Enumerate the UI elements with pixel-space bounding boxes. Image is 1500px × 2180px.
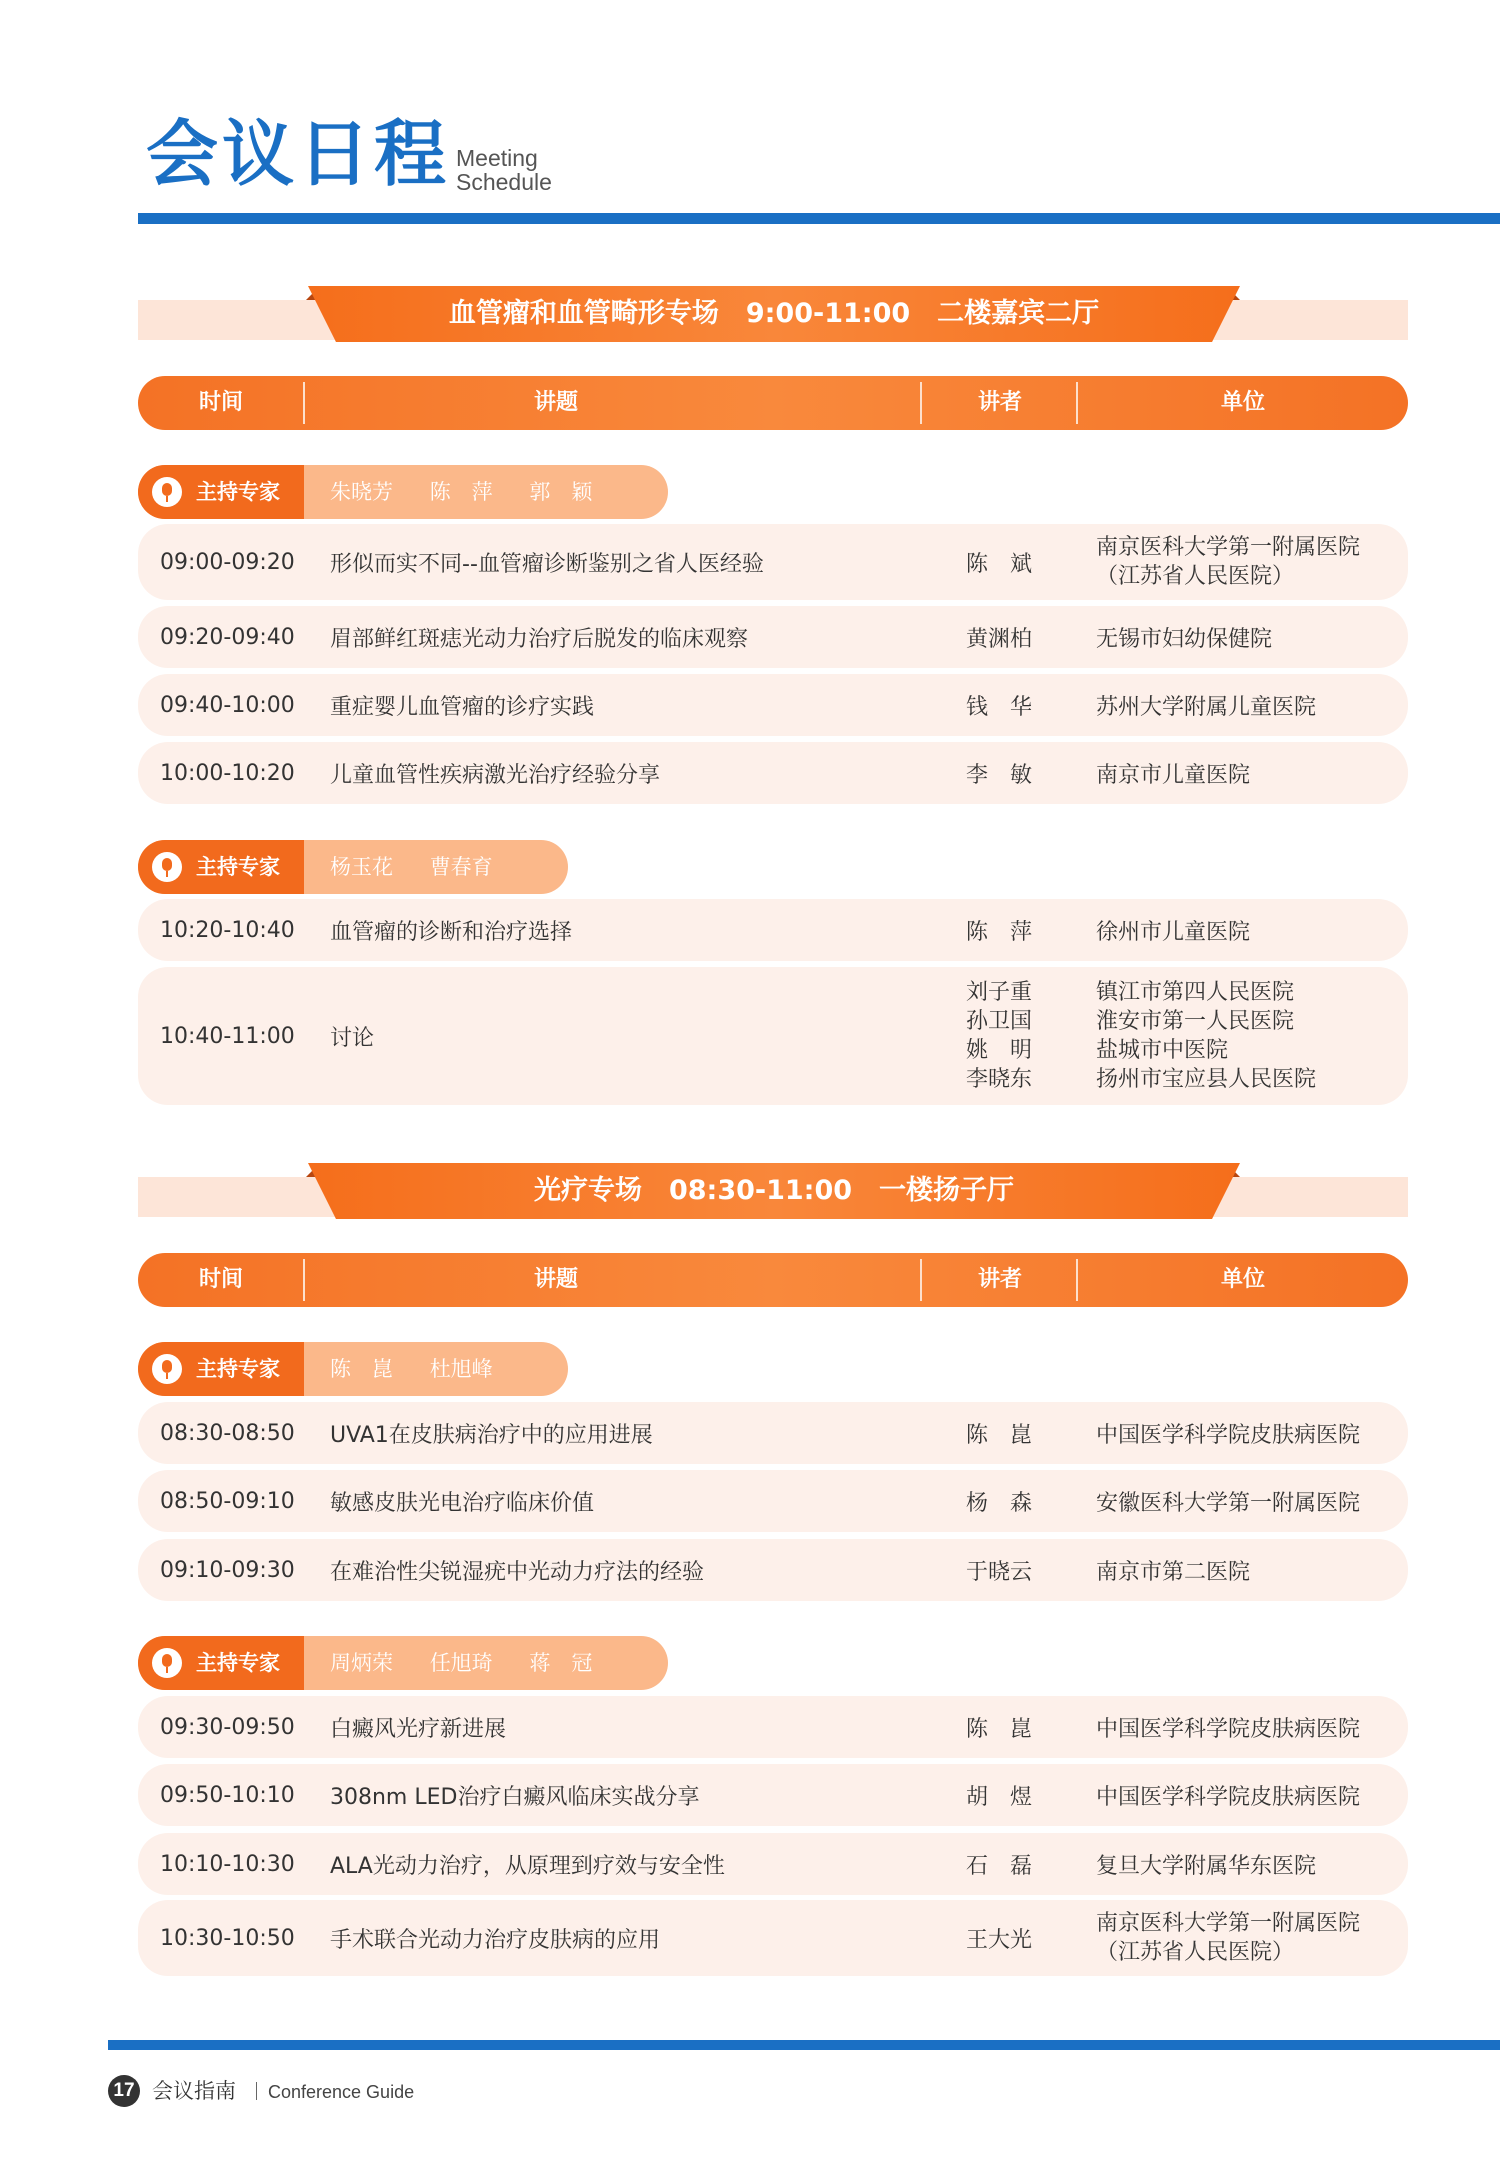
row-speaker: 陈 崑 — [966, 1716, 1033, 1742]
row-speaker: 胡 煜 — [966, 1784, 1033, 1810]
row-speaker: 钱 华 — [966, 694, 1033, 720]
column-topic: 讲题 — [533, 1267, 578, 1292]
schedule-row — [138, 899, 1408, 961]
moderator-names — [330, 1636, 622, 1690]
moderator-name: 曹春育 — [429, 855, 493, 879]
unit-line: 南京医科大学第一附属医院 — [1096, 1911, 1361, 1936]
row-unit: 徐州市儿童医院 — [1096, 919, 1251, 945]
schedule-row — [138, 1539, 1408, 1601]
page-subtitle-line-2: Schedule — [456, 169, 552, 195]
schedule-row — [138, 1833, 1408, 1895]
footer-separator — [256, 2082, 257, 2100]
schedule-row — [138, 1900, 1408, 1976]
row-time: 10:20-10:40 — [160, 917, 295, 943]
speaker-line: 姚 明 — [966, 1038, 1033, 1063]
row-time: 08:30-08:50 — [160, 1420, 295, 1446]
schedule-row — [138, 967, 1408, 1105]
schedule-row — [138, 1696, 1408, 1758]
page-number: 17 — [108, 2075, 140, 2107]
row-topic: 儿童血管性疾病激光治疗经验分享 — [330, 762, 661, 788]
row-topic: 在难治性尖锐湿疣中光动力疗法的经验 — [330, 1559, 705, 1585]
column-time: 时间 — [198, 1267, 243, 1292]
column-unit: 单位 — [1220, 1267, 1265, 1292]
page-subtitle — [456, 146, 552, 194]
moderator-pill — [138, 465, 668, 519]
section-title: 血管瘤和血管畸形专场 9:00-11:00 二楼嘉宾二厅 — [448, 298, 1100, 329]
row-speaker: 陈 斌 — [966, 551, 1033, 577]
moderator-names — [330, 465, 622, 519]
row-time: 10:00-10:20 — [160, 760, 295, 786]
column-header — [138, 376, 1408, 430]
row-topic: UVA1在皮肤病治疗中的应用进展 — [330, 1422, 653, 1448]
speaker-line: 李晓东 — [966, 1067, 1033, 1092]
row-time: 09:10-09:30 — [160, 1557, 295, 1583]
moderator-label: 主持专家 — [196, 855, 280, 879]
row-unit: 南京市第二医院 — [1096, 1559, 1251, 1585]
unit-line: （江苏省人民医院） — [1096, 1940, 1295, 1965]
footer-title-en: Conference Guide — [268, 2082, 415, 2102]
row-unit: 安徽医科大学第一附属医院 — [1096, 1490, 1361, 1516]
row-speaker: 李 敏 — [966, 762, 1033, 788]
unit-line: 盐城市中医院 — [1096, 1038, 1229, 1063]
column-time: 时间 — [198, 390, 243, 415]
moderator-pill — [138, 840, 568, 894]
moderator-names — [330, 1342, 523, 1396]
moderator-name: 郭 颖 — [529, 480, 593, 504]
microphone-icon — [152, 852, 182, 882]
unit-line: 镇江市第四人民医院 — [1096, 980, 1295, 1005]
speaker-line: 刘子重 — [966, 980, 1033, 1005]
column-speaker: 讲者 — [977, 390, 1022, 415]
microphone-icon — [152, 477, 182, 507]
row-topic: 手术联合光动力治疗皮肤病的应用 — [330, 1927, 661, 1953]
schedule-row — [138, 524, 1408, 600]
row-time: 09:40-10:00 — [160, 692, 295, 718]
schedule-row — [138, 742, 1408, 804]
column-topic: 讲题 — [533, 390, 578, 415]
row-speaker: 杨 森 — [966, 1490, 1033, 1516]
row-topic: 讨论 — [330, 1025, 375, 1051]
row-time: 09:00-09:20 — [160, 549, 295, 575]
row-unit: 中国医学科学院皮肤病医院 — [1096, 1716, 1361, 1742]
section-banner — [138, 1163, 1408, 1223]
moderator-name: 陈 崑 — [330, 1357, 393, 1381]
page-subtitle-line-1: Meeting — [456, 145, 538, 171]
row-unit: 复旦大学附属华东医院 — [1096, 1853, 1317, 1879]
row-unit — [1096, 524, 1360, 600]
schedule-row — [138, 1764, 1408, 1826]
row-speaker — [966, 967, 1032, 1105]
microphone-icon — [152, 1354, 182, 1384]
row-time: 09:50-10:10 — [160, 1782, 295, 1808]
unit-line: 南京医科大学第一附属医院 — [1096, 535, 1361, 560]
row-time: 10:30-10:50 — [160, 1925, 295, 1951]
row-speaker: 陈 崑 — [966, 1422, 1033, 1448]
row-unit: 无锡市妇幼保健院 — [1096, 626, 1273, 652]
row-time: 09:30-09:50 — [160, 1714, 295, 1740]
speaker-line: 孙卫国 — [966, 1009, 1033, 1034]
row-time: 10:10-10:30 — [160, 1851, 295, 1877]
moderator-pill — [138, 1342, 568, 1396]
row-speaker: 石 磊 — [966, 1853, 1033, 1879]
moderator-name: 陈 萍 — [429, 480, 493, 504]
row-unit: 中国医学科学院皮肤病医院 — [1096, 1784, 1361, 1810]
schedule-row — [138, 674, 1408, 736]
header-divider — [138, 213, 1500, 224]
row-topic: ALA光动力治疗，从原理到疗效与安全性 — [330, 1853, 725, 1879]
row-speaker: 王大光 — [966, 1927, 1033, 1953]
moderator-names — [330, 840, 523, 894]
section-title: 光疗专场 08:30-11:00 一楼扬子厅 — [533, 1175, 1015, 1206]
schedule-row — [138, 1402, 1408, 1464]
row-unit: 苏州大学附属儿童医院 — [1096, 694, 1317, 720]
row-speaker: 于晓云 — [966, 1559, 1033, 1585]
unit-line: 扬州市宝应县人民医院 — [1096, 1067, 1317, 1092]
column-unit: 单位 — [1220, 390, 1265, 415]
row-topic: 308nm LED治疗白癜风临床实战分享 — [330, 1784, 700, 1810]
row-speaker: 陈 萍 — [966, 919, 1033, 945]
row-topic: 眉部鲜红斑痣光动力治疗后脱发的临床观察 — [330, 626, 749, 652]
row-topic: 白癜风光疗新进展 — [330, 1716, 507, 1742]
row-unit — [1096, 967, 1316, 1105]
moderator-name: 朱晓芳 — [330, 480, 393, 504]
moderator-label: 主持专家 — [196, 1651, 280, 1675]
schedule-row — [138, 606, 1408, 668]
row-topic: 形似而实不同--血管瘤诊断鉴别之省人医经验 — [330, 551, 764, 577]
row-unit: 中国医学科学院皮肤病医院 — [1096, 1422, 1361, 1448]
schedule-row — [138, 1470, 1408, 1532]
row-unit — [1096, 1900, 1360, 1976]
page-title: 会议日程 — [146, 112, 451, 196]
column-speaker: 讲者 — [977, 1267, 1022, 1292]
moderator-name: 杜旭峰 — [429, 1357, 493, 1381]
unit-line: 淮安市第一人民医院 — [1096, 1009, 1295, 1034]
moderator-name: 蒋 冠 — [529, 1651, 593, 1675]
moderator-label: 主持专家 — [196, 480, 280, 504]
moderator-name: 任旭琦 — [429, 1651, 493, 1675]
footer-title-cn: 会议指南 — [152, 2079, 236, 2103]
moderator-label: 主持专家 — [196, 1357, 280, 1381]
footer-divider — [108, 2040, 1500, 2050]
row-topic: 重症婴儿血管瘤的诊疗实践 — [330, 694, 595, 720]
row-unit: 南京市儿童医院 — [1096, 762, 1251, 788]
moderator-name: 杨玉花 — [330, 855, 393, 879]
row-speaker: 黄渊柏 — [966, 626, 1033, 652]
moderator-name: 周炳荣 — [330, 1651, 393, 1675]
row-topic: 敏感皮肤光电治疗临床价值 — [330, 1490, 595, 1516]
row-topic: 血管瘤的诊断和治疗选择 — [330, 919, 573, 945]
section-banner — [138, 286, 1408, 346]
row-time: 09:20-09:40 — [160, 624, 295, 650]
unit-line: （江苏省人民医院） — [1096, 564, 1295, 589]
row-time: 10:40-11:00 — [160, 1023, 295, 1049]
moderator-pill — [138, 1636, 668, 1690]
row-time: 08:50-09:10 — [160, 1488, 295, 1514]
microphone-icon — [152, 1648, 182, 1678]
column-header — [138, 1253, 1408, 1307]
